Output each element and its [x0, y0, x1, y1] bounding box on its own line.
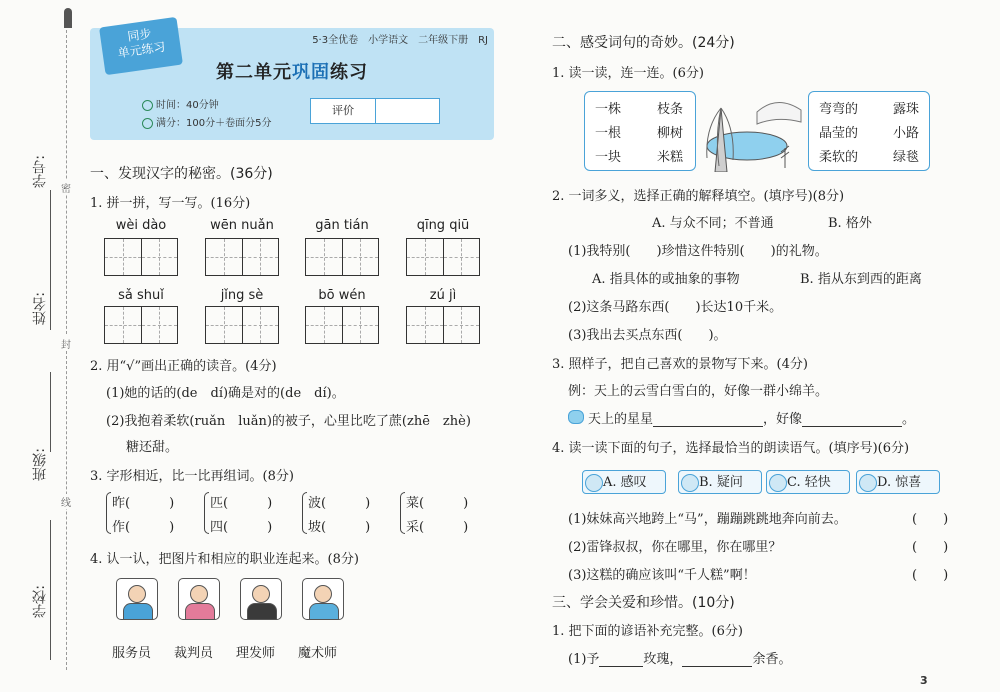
pinyin-label: gān tián [315, 218, 369, 233]
match-left-2b[interactable]: 柳树 [657, 126, 684, 141]
rocket-icon [64, 8, 72, 28]
writing-grid[interactable] [305, 306, 379, 344]
q2-4-item-3: (3)这糕的确应该叫“千人糕”啊！ [568, 568, 756, 583]
class-line [50, 372, 51, 452]
evaluation-box[interactable] [310, 98, 440, 124]
q2-2-option-a: A. 与众不同；不普通 [652, 216, 774, 231]
q3-1-item-1: (1)予 玫瑰， 余香。 [568, 652, 792, 667]
job-label-waiter[interactable]: 服务员 [112, 646, 152, 661]
compare-word-2[interactable]: 四( ) [210, 520, 273, 535]
feng-mark: 封 [61, 336, 71, 351]
pinyin-label: bō wén [318, 288, 366, 303]
cat-face-icon [585, 474, 603, 492]
tone-option-a[interactable]: A. 感叹 [582, 470, 666, 494]
writing-grid[interactable] [406, 238, 480, 276]
book-info: 5·3全优卷 小学语文 二年级下册 RJ [312, 35, 488, 46]
compare-word-1[interactable]: 匹( ) [210, 496, 273, 511]
q1-2-item-2[interactable]: (2)我抱着柔软(ruǎn luǎn)的被子，心里比吃了蔗(zhē zhè) [106, 414, 471, 429]
cat-face-icon [859, 474, 877, 492]
job-label-referee[interactable]: 裁判员 [174, 646, 214, 661]
match-right-2a[interactable]: 晶莹的 [819, 126, 859, 141]
match-right-1a[interactable]: 弯弯的 [819, 102, 859, 117]
q2-3-blank-2[interactable] [802, 426, 902, 427]
line-mark: 线 [61, 494, 71, 509]
q2-4-answer-2[interactable]: ( ) [912, 540, 949, 555]
writing-grid[interactable] [205, 238, 279, 276]
match-left-1b[interactable]: 枝条 [657, 102, 684, 117]
frog-icon [568, 410, 584, 424]
section-1-title: 一、发现汉字的秘密。(36分) [90, 166, 273, 182]
evaluation-field[interactable] [376, 99, 439, 123]
q2-2-option-a2: A. 指具体的或抽象的事物 [592, 272, 740, 287]
q1-2-item-2-cont: 糖还甜。 [126, 440, 179, 455]
writing-grid[interactable] [205, 306, 279, 344]
q2-2-item-1[interactable]: (1)我特别( )珍惜这件特别( )的礼物。 [568, 244, 828, 259]
school-line [50, 520, 51, 660]
q2-4-answer-3[interactable]: ( ) [912, 568, 949, 583]
magician-picture[interactable] [302, 578, 344, 620]
q2-3-blank-1[interactable] [653, 426, 763, 427]
compare-word-2[interactable]: 采( ) [406, 520, 469, 535]
q2-2-item-2[interactable]: (2)这条马路东西( )长达10千米。 [568, 300, 783, 315]
q3-1-blank-2[interactable] [682, 666, 752, 667]
match-left-2a[interactable]: 一根 [595, 126, 622, 141]
q2-2-prompt: 2. 一词多义，选择正确的解释填空。(填序号)(8分) [552, 189, 845, 204]
compare-word-1[interactable]: 波( ) [308, 496, 371, 511]
q3-1-prompt: 1. 把下面的谚语补充完整。(6分) [552, 624, 743, 639]
section-3-title: 三、学会关爱和珍惜。(10分) [552, 595, 735, 611]
pinyin-label: jǐng sè [220, 288, 264, 303]
q2-4-prompt: 4. 读一读下面的句子，选择最恰当的朗读语气。(填序号)(6分) [552, 441, 910, 456]
compare-word-1[interactable]: 昨( ) [112, 496, 175, 511]
student-id-label: 学号: [32, 155, 48, 188]
writing-grid[interactable] [406, 306, 480, 344]
match-left-3b[interactable]: 米糕 [657, 150, 684, 165]
q3-1-blank-1[interactable] [599, 666, 643, 667]
q2-2-option-b: B. 格外 [828, 216, 872, 231]
q1-2-item-1[interactable]: (1)她的话的(de dí)确是对的(de dí)。 [106, 386, 345, 401]
match-left-box [584, 91, 696, 171]
tone-option-d[interactable]: D. 惊喜 [856, 470, 940, 494]
writing-grid[interactable] [104, 306, 178, 344]
q1-3-prompt: 3. 字形相近，比一比再组词。(8分) [90, 469, 294, 484]
cat-face-icon [769, 474, 787, 492]
match-right-2b[interactable]: 小路 [893, 126, 920, 141]
compare-word-1[interactable]: 菜( ) [406, 496, 469, 511]
writing-grid[interactable] [104, 238, 178, 276]
pinyin-label: zú jì [429, 288, 457, 303]
pinyin-label: qīng qiū [416, 218, 470, 233]
score-info: 满分：100分＋卷面分5分 [142, 114, 271, 129]
pond-willow-illustration [697, 88, 807, 172]
match-right-3a[interactable]: 柔软的 [819, 150, 859, 165]
pinyin-label: wèi dào [115, 218, 167, 233]
writing-grid[interactable] [305, 238, 379, 276]
compare-word-2[interactable]: 坡( ) [308, 520, 371, 535]
match-left-1a[interactable]: 一株 [595, 102, 622, 117]
match-left-3a[interactable]: 一块 [595, 150, 622, 165]
name-line [50, 250, 51, 330]
school-label: 学校: [32, 585, 48, 618]
q2-3-example: 例：天上的云雪白雪白的，好像一群小绵羊。 [568, 384, 829, 399]
pinyin-label: sǎ shuǐ [118, 288, 164, 303]
section-2-title: 二、感受词句的奇妙。(24分) [552, 35, 735, 51]
match-right-3b[interactable]: 绿毯 [893, 150, 920, 165]
referee-picture[interactable] [178, 578, 220, 620]
q2-4-answer-1[interactable]: ( ) [912, 512, 949, 527]
barber-picture[interactable] [240, 578, 282, 620]
page-number: 3 [920, 674, 928, 687]
class-label: 班级: [32, 448, 48, 481]
page-title: 第二单元巩固练习 [216, 62, 368, 83]
q1-4-prompt: 4. 认一认，把图片和相应的职业连起来。(8分) [90, 552, 359, 567]
q2-3-prompt: 3. 照样子，把自己喜欢的景物写下来。(4分) [552, 357, 808, 372]
q2-2-option-b2: B. 指从东到西的距离 [800, 272, 922, 287]
name-label: 姓名: [32, 292, 48, 325]
pinyin-label: wēn nuǎn [210, 218, 274, 233]
q2-4-item-2: (2)雷锋叔叔，你在哪里，你在哪里？ [568, 540, 782, 555]
q2-1-prompt: 1. 读一读，连一连。(6分) [552, 66, 704, 81]
time-info: 时间：40分钟 [142, 96, 219, 111]
q2-4-item-1: (1)妹妹高兴地跨上“马”，蹦蹦跳跳地奔向前去。 [568, 512, 847, 527]
clock-icon [142, 100, 153, 111]
match-right-box [808, 91, 930, 171]
compare-word-2[interactable]: 作( ) [112, 520, 175, 535]
check-icon [142, 118, 153, 129]
job-label-magician[interactable]: 魔术师 [298, 646, 338, 661]
badge-text: 同步 单元练习 [116, 26, 167, 61]
cat-face-icon [681, 474, 699, 492]
evaluation-label: 评价 [311, 99, 376, 123]
tone-option-c[interactable]: C. 轻快 [766, 470, 850, 494]
waiter-picture[interactable] [116, 578, 158, 620]
match-right-1b[interactable]: 露珠 [893, 102, 920, 117]
q1-1-prompt: 1. 拼一拼，写一写。(16分) [90, 196, 251, 211]
tone-option-b[interactable]: B. 疑问 [678, 470, 762, 494]
q1-2-prompt: 2. 用“√”画出正确的读音。(4分) [90, 359, 277, 374]
job-label-barber[interactable]: 理发师 [236, 646, 276, 661]
q2-3-task: 天上的星星 ，好像 。 [568, 408, 915, 427]
seal-mark: 密 [61, 180, 71, 195]
unit-header [90, 28, 494, 140]
q2-2-item-3[interactable]: (3)我出去买点东西( )。 [568, 328, 727, 343]
